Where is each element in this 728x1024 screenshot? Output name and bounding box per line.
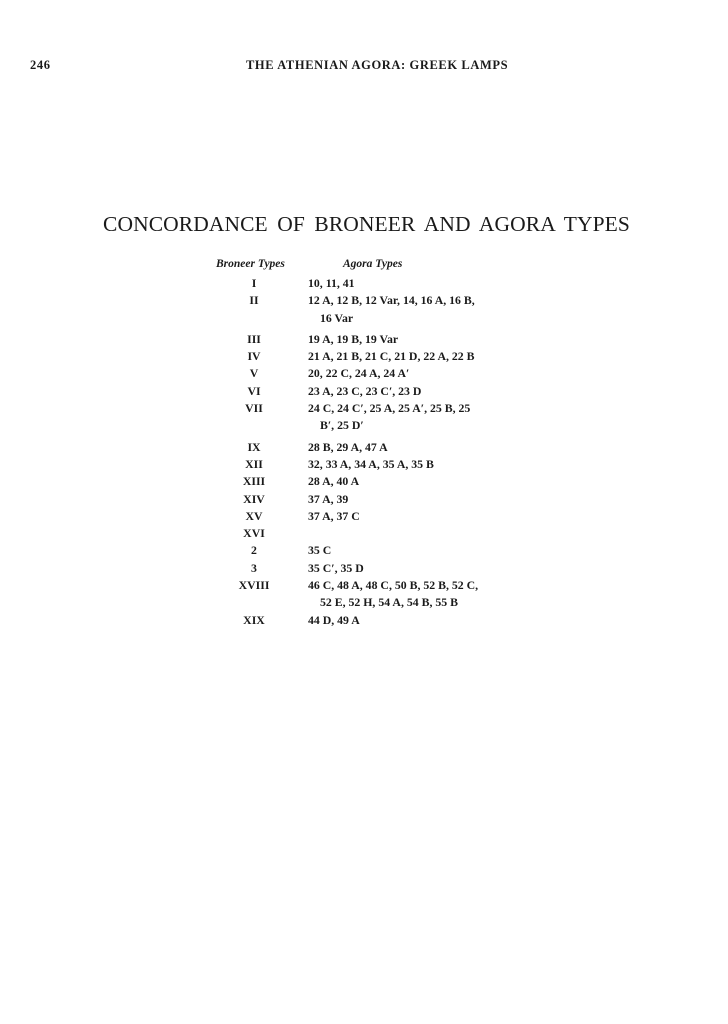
agora-types-line: 19 A, 19 B, 19 Var	[308, 331, 399, 346]
broneer-type: VI	[247, 383, 261, 398]
agora-types-line: B′, 25 D′	[320, 418, 364, 433]
broneer-type: IX	[247, 439, 261, 454]
agora-types-line	[308, 525, 518, 542]
agora-types-line: 44 D, 49 A	[308, 612, 360, 627]
agora-types-line: 21 A, 21 B, 21 C, 21 D, 22 A, 22 B	[308, 349, 475, 364]
table-row	[0, 331, 728, 348]
broneer-type: IV	[247, 349, 261, 364]
agora-types-line: 24 C, 24 C′, 25 A, 25 A′, 25 B, 25	[308, 401, 471, 416]
agora-types	[308, 491, 518, 508]
broneer-type: XVIII	[238, 578, 270, 593]
table-row	[0, 348, 728, 365]
broneer-type: XIII	[242, 474, 266, 489]
table-row	[0, 491, 728, 508]
broneer-type: XVI	[243, 526, 265, 541]
agora-types	[308, 473, 518, 490]
agora-types	[308, 612, 518, 629]
agora-types-line: 20, 22 C, 24 A, 24 A′	[308, 366, 410, 381]
broneer-type: I	[251, 276, 257, 290]
agora-types	[308, 456, 518, 473]
page-number: 246	[30, 58, 51, 72]
broneer-type: V	[249, 366, 259, 381]
agora-types-line: 12 A, 12 B, 12 Var, 14, 16 A, 16 B,	[308, 293, 475, 308]
agora-types-line: 35 C	[308, 543, 332, 558]
agora-types	[308, 365, 518, 382]
column-header-broneer: Broneer Types	[216, 258, 285, 270]
table-row	[0, 473, 728, 490]
agora-types-line: 32, 33 A, 34 A, 35 A, 35 B	[308, 456, 434, 471]
agora-types	[308, 400, 518, 435]
agora-types	[308, 508, 518, 525]
broneer-type: XIX	[243, 612, 265, 627]
table-row	[0, 612, 728, 629]
agora-types-line: 37 A, 39	[308, 491, 349, 506]
agora-types	[308, 331, 518, 348]
agora-types-line: 23 A, 23 C, 23 C′, 23 D	[308, 383, 422, 398]
broneer-type: XIV	[243, 491, 265, 506]
table-row	[0, 400, 728, 435]
broneer-type: XV	[245, 508, 263, 523]
table-row	[0, 365, 728, 382]
table-row	[0, 383, 728, 400]
agora-types-line: 28 B, 29 A, 47 A	[308, 439, 388, 454]
agora-types	[308, 542, 518, 559]
table-row	[0, 560, 728, 577]
agora-types	[308, 525, 518, 542]
agora-types	[308, 292, 518, 327]
agora-types-line: 35 C′, 35 D	[308, 560, 364, 575]
page-title: CONCORDANCE OF BRONEER AND AGORA TYPES	[103, 212, 630, 236]
agora-types-line: 37 A, 37 C	[308, 508, 360, 523]
table-row	[0, 275, 728, 292]
broneer-type: 2	[251, 543, 257, 558]
table-row	[0, 456, 728, 473]
agora-types	[308, 383, 518, 400]
agora-types-line: 28 A, 40 A	[308, 474, 360, 489]
running-title: THE ATHENIAN AGORA: GREEK LAMPS	[246, 58, 509, 72]
table-row	[0, 577, 728, 612]
agora-types-line: 10, 11, 41	[308, 276, 355, 290]
concordance-table	[0, 275, 728, 629]
broneer-type: VII	[245, 401, 263, 416]
agora-types-line: 52 E, 52 H, 54 A, 54 B, 55 B	[320, 595, 458, 610]
agora-types	[308, 439, 518, 456]
broneer-type: III	[247, 331, 261, 346]
agora-types-line: 16 Var	[320, 310, 354, 325]
broneer-type: 3	[251, 560, 257, 575]
agora-types	[308, 577, 518, 612]
column-header-agora: Agora Types	[343, 258, 403, 270]
running-head	[30, 58, 720, 76]
broneer-type: II	[249, 293, 259, 308]
agora-types	[308, 348, 518, 365]
broneer-type: XII	[245, 456, 263, 471]
table-row	[0, 508, 728, 525]
agora-types	[308, 275, 518, 292]
table-row	[0, 525, 728, 542]
agora-types	[308, 560, 518, 577]
agora-types-line: 46 C, 48 A, 48 C, 50 B, 52 B, 52 C,	[308, 578, 479, 593]
table-row	[0, 439, 728, 456]
table-row	[0, 292, 728, 327]
table-row	[0, 542, 728, 559]
